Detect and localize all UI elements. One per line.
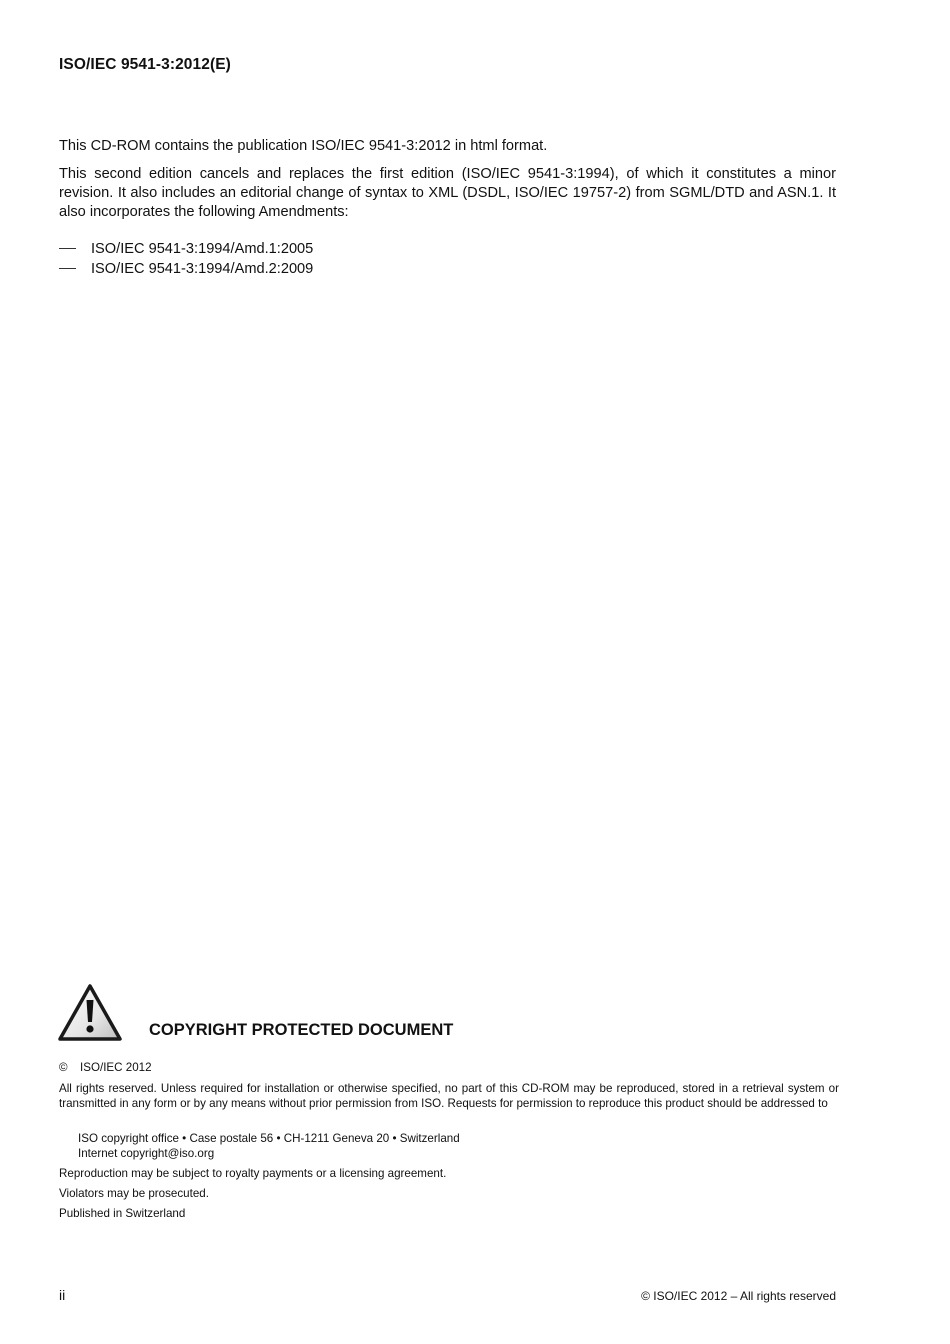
copyright-title: COPYRIGHT PROTECTED DOCUMENT [149, 1021, 454, 1039]
warning-triangle-icon [58, 984, 122, 1042]
amendment-list-item [59, 239, 313, 259]
dash-bullet-icon [59, 248, 76, 249]
footer-copyright: © ISO/IEC 2012 – All rights reserved [641, 1289, 836, 1303]
royalty-notice: Reproduction may be subject to royalty payments or a licensing agreement. [59, 1167, 447, 1180]
copyright-holder: ISO/IEC 2012 [80, 1061, 152, 1074]
copyright-symbol: © [59, 1061, 68, 1074]
amendment-list-item [59, 259, 313, 279]
rights-statement: All rights reserved. Unless required for installation or otherwise specified, no part of this CD-ROM may be reproduced, stored in a retrieval system or transmitted in any form or by any means without prior permission from ISO. Requests for permission to reproduce this product should be addressed to [59, 1082, 839, 1110]
intro-paragraph-1: This CD-ROM contains the publication ISO/IEC 9541-3:2012 in html format. [59, 138, 548, 154]
copyright-office-address: ISO copyright office • Case postale 56 • CH-1211 Geneva 20 • Switzerland [78, 1132, 460, 1145]
amendment-label: ISO/IEC 9541-3:1994/Amd.2:2009 [91, 261, 314, 277]
document-id-header: ISO/IEC 9541-3:2012(E) [59, 56, 231, 73]
intro-paragraph-2: This second edition cancels and replaces the first edition (ISO/IEC 9541-3:1994), of which it constitutes a minor revision. It also includes an editorial change of syntax to XML (DSDL, ISO/IEC 19757-2) from SGML/DTD and ASN.1. It also incorporates the following Amendments: [59, 166, 836, 220]
published-in: Published in Switzerland [59, 1207, 186, 1220]
violators-notice: Violators may be prosecuted. [59, 1187, 209, 1200]
copyright-year-line [59, 1060, 152, 1075]
dash-bullet-icon [59, 268, 76, 269]
copyright-internet: Internet copyright@iso.org [78, 1147, 215, 1160]
amendment-label: ISO/IEC 9541-3:1994/Amd.1:2005 [91, 241, 314, 257]
page-number: ii [59, 1287, 66, 1303]
